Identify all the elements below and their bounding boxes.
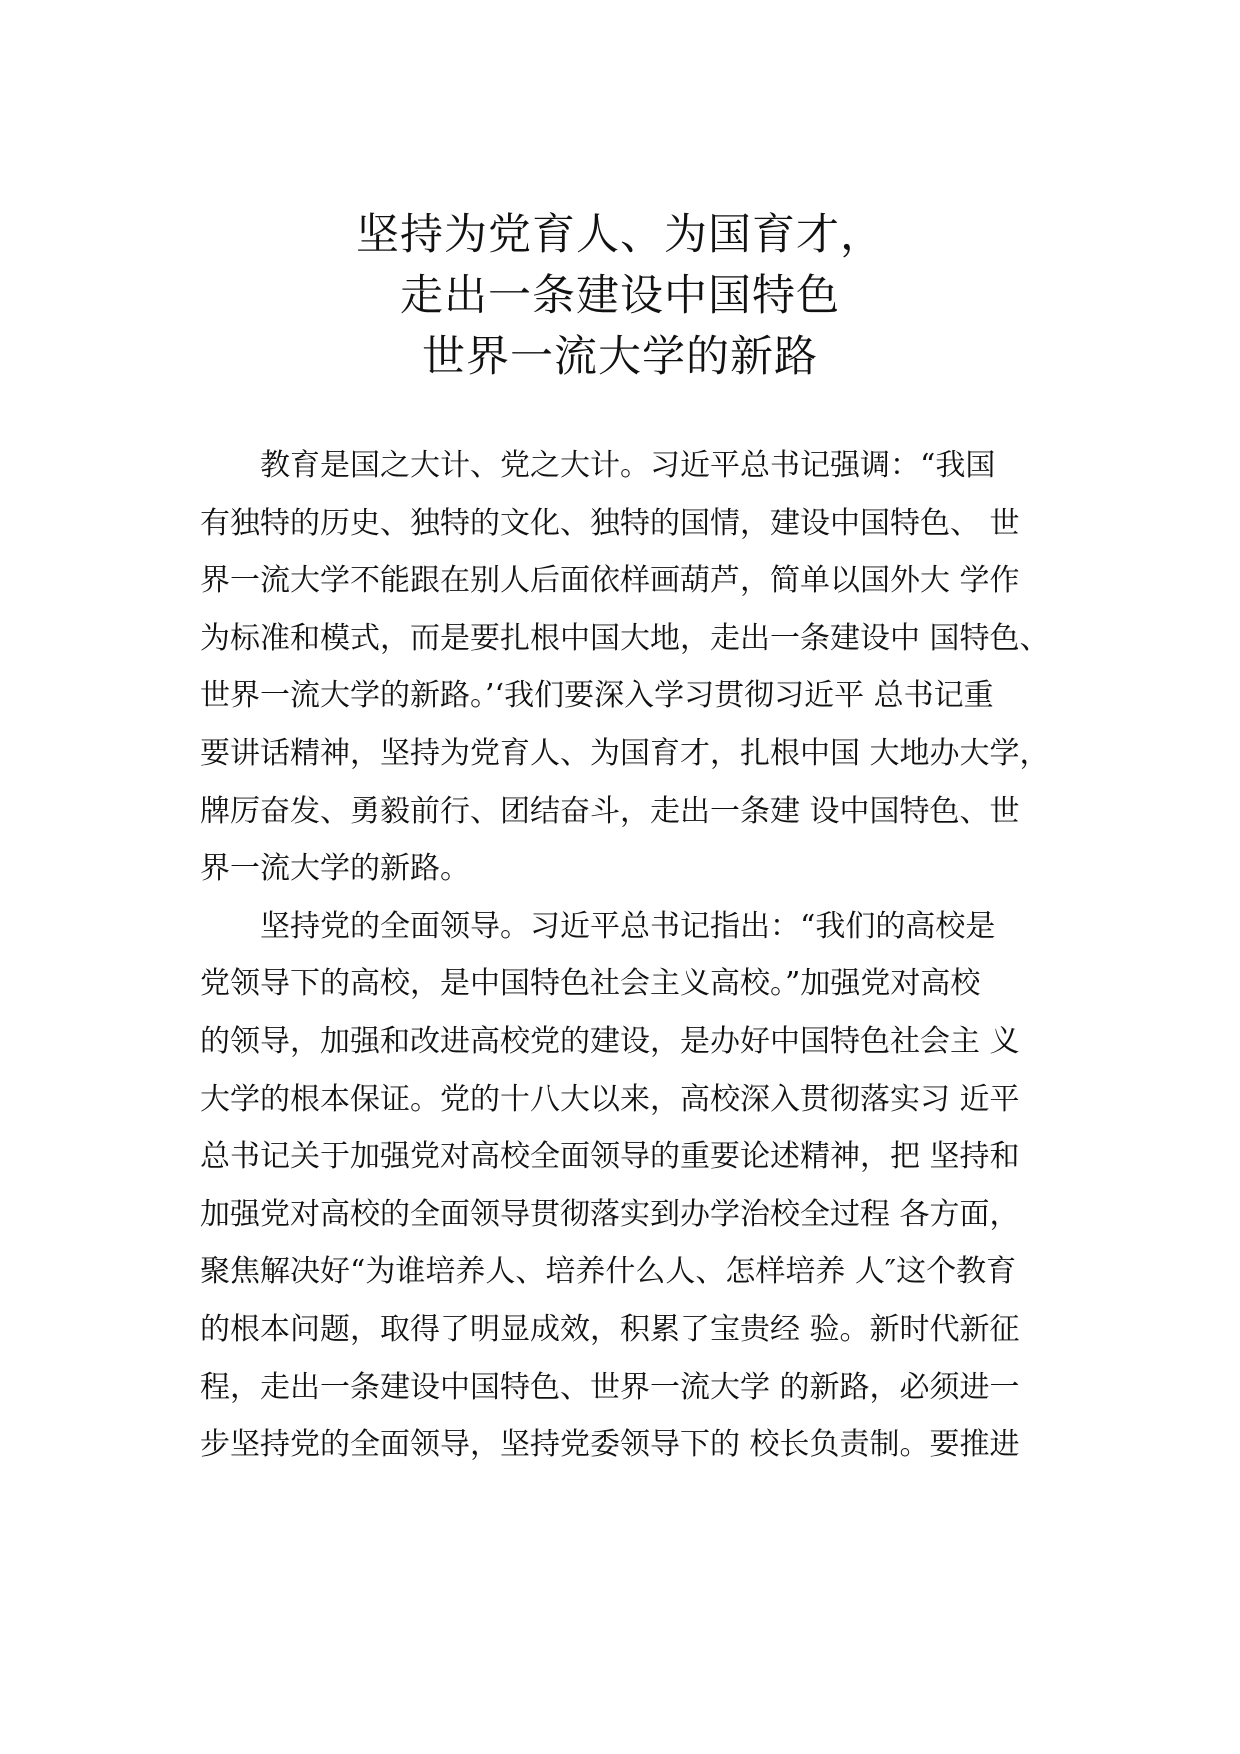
title-line-3: 世界一流大学的新路 (422, 332, 818, 382)
title-line-2: 走出一条建设中国特色 (400, 271, 840, 321)
body-line: 有独特的历史、独特的文化、独特的国情，建设中国特色、 世 (200, 505, 1020, 541)
body-line: 大学的根本保证。党的十八大以来，高校深入贯彻落实习 近平 (200, 1081, 1020, 1117)
body-line: 步坚持党的全面领导，坚持党委领导下的 校长负责制。要推进 (200, 1427, 1020, 1463)
body-line: 聚焦解决好“为谁培养人、培养什么人、怎样培养 人″这个教育 (200, 1254, 1017, 1290)
body-line: 世界一流大学的新路。’‘我们要深入学习贯彻习近平 总书记重 (200, 678, 994, 714)
body-line: 界一流大学的新路。 (200, 851, 470, 887)
body-line: 教育是国之大计、党之大计。习近平总书记强调：“我国 (200, 448, 996, 483)
body-line: 程，走出一条建设中国特色、世界一流大学 的新路，必须进一 (200, 1369, 1020, 1405)
body-line: 要讲话精神，坚持为党育人、为国育才，扎根中国 大地办大学， (200, 735, 1050, 771)
body-line: 的领导，加强和改进高校党的建设，是办好中国特色社会主 义 (200, 1023, 1020, 1059)
body-line: 坚持党的全面领导。习近平总书记指出：“我们的高校是 (200, 908, 996, 944)
body-line: 界一流大学不能跟在别人后面依样画葫芦，简单以国外大 学作 (200, 563, 1020, 599)
document-title (0, 205, 1240, 388)
body-line: 总书记关于加强党对高校全面领导的重要论述精神，把 坚持和 (200, 1139, 1020, 1175)
article-body (200, 437, 1070, 1474)
body-line: 党领导下的高校，是中国特色社会主义高校。”加强党对高校 (200, 966, 981, 1002)
body-line: 加强党对高校的全面领导贯彻落实到办学治校全过程 各方面， (200, 1196, 1020, 1232)
body-line: 的根本问题，取得了明显成效，积累了宝贵经 验。新时代新征 (200, 1311, 1020, 1347)
title-line-1: 坚持为党育人、为国育才， (356, 210, 884, 260)
body-line: 牌厉奋发、勇毅前行、团结奋斗，走出一条建 设中国特色、世 (200, 793, 1020, 829)
body-line: 为标准和模式，而是要扎根中国大地，走出一条建设中 国特色、 (200, 620, 1050, 656)
